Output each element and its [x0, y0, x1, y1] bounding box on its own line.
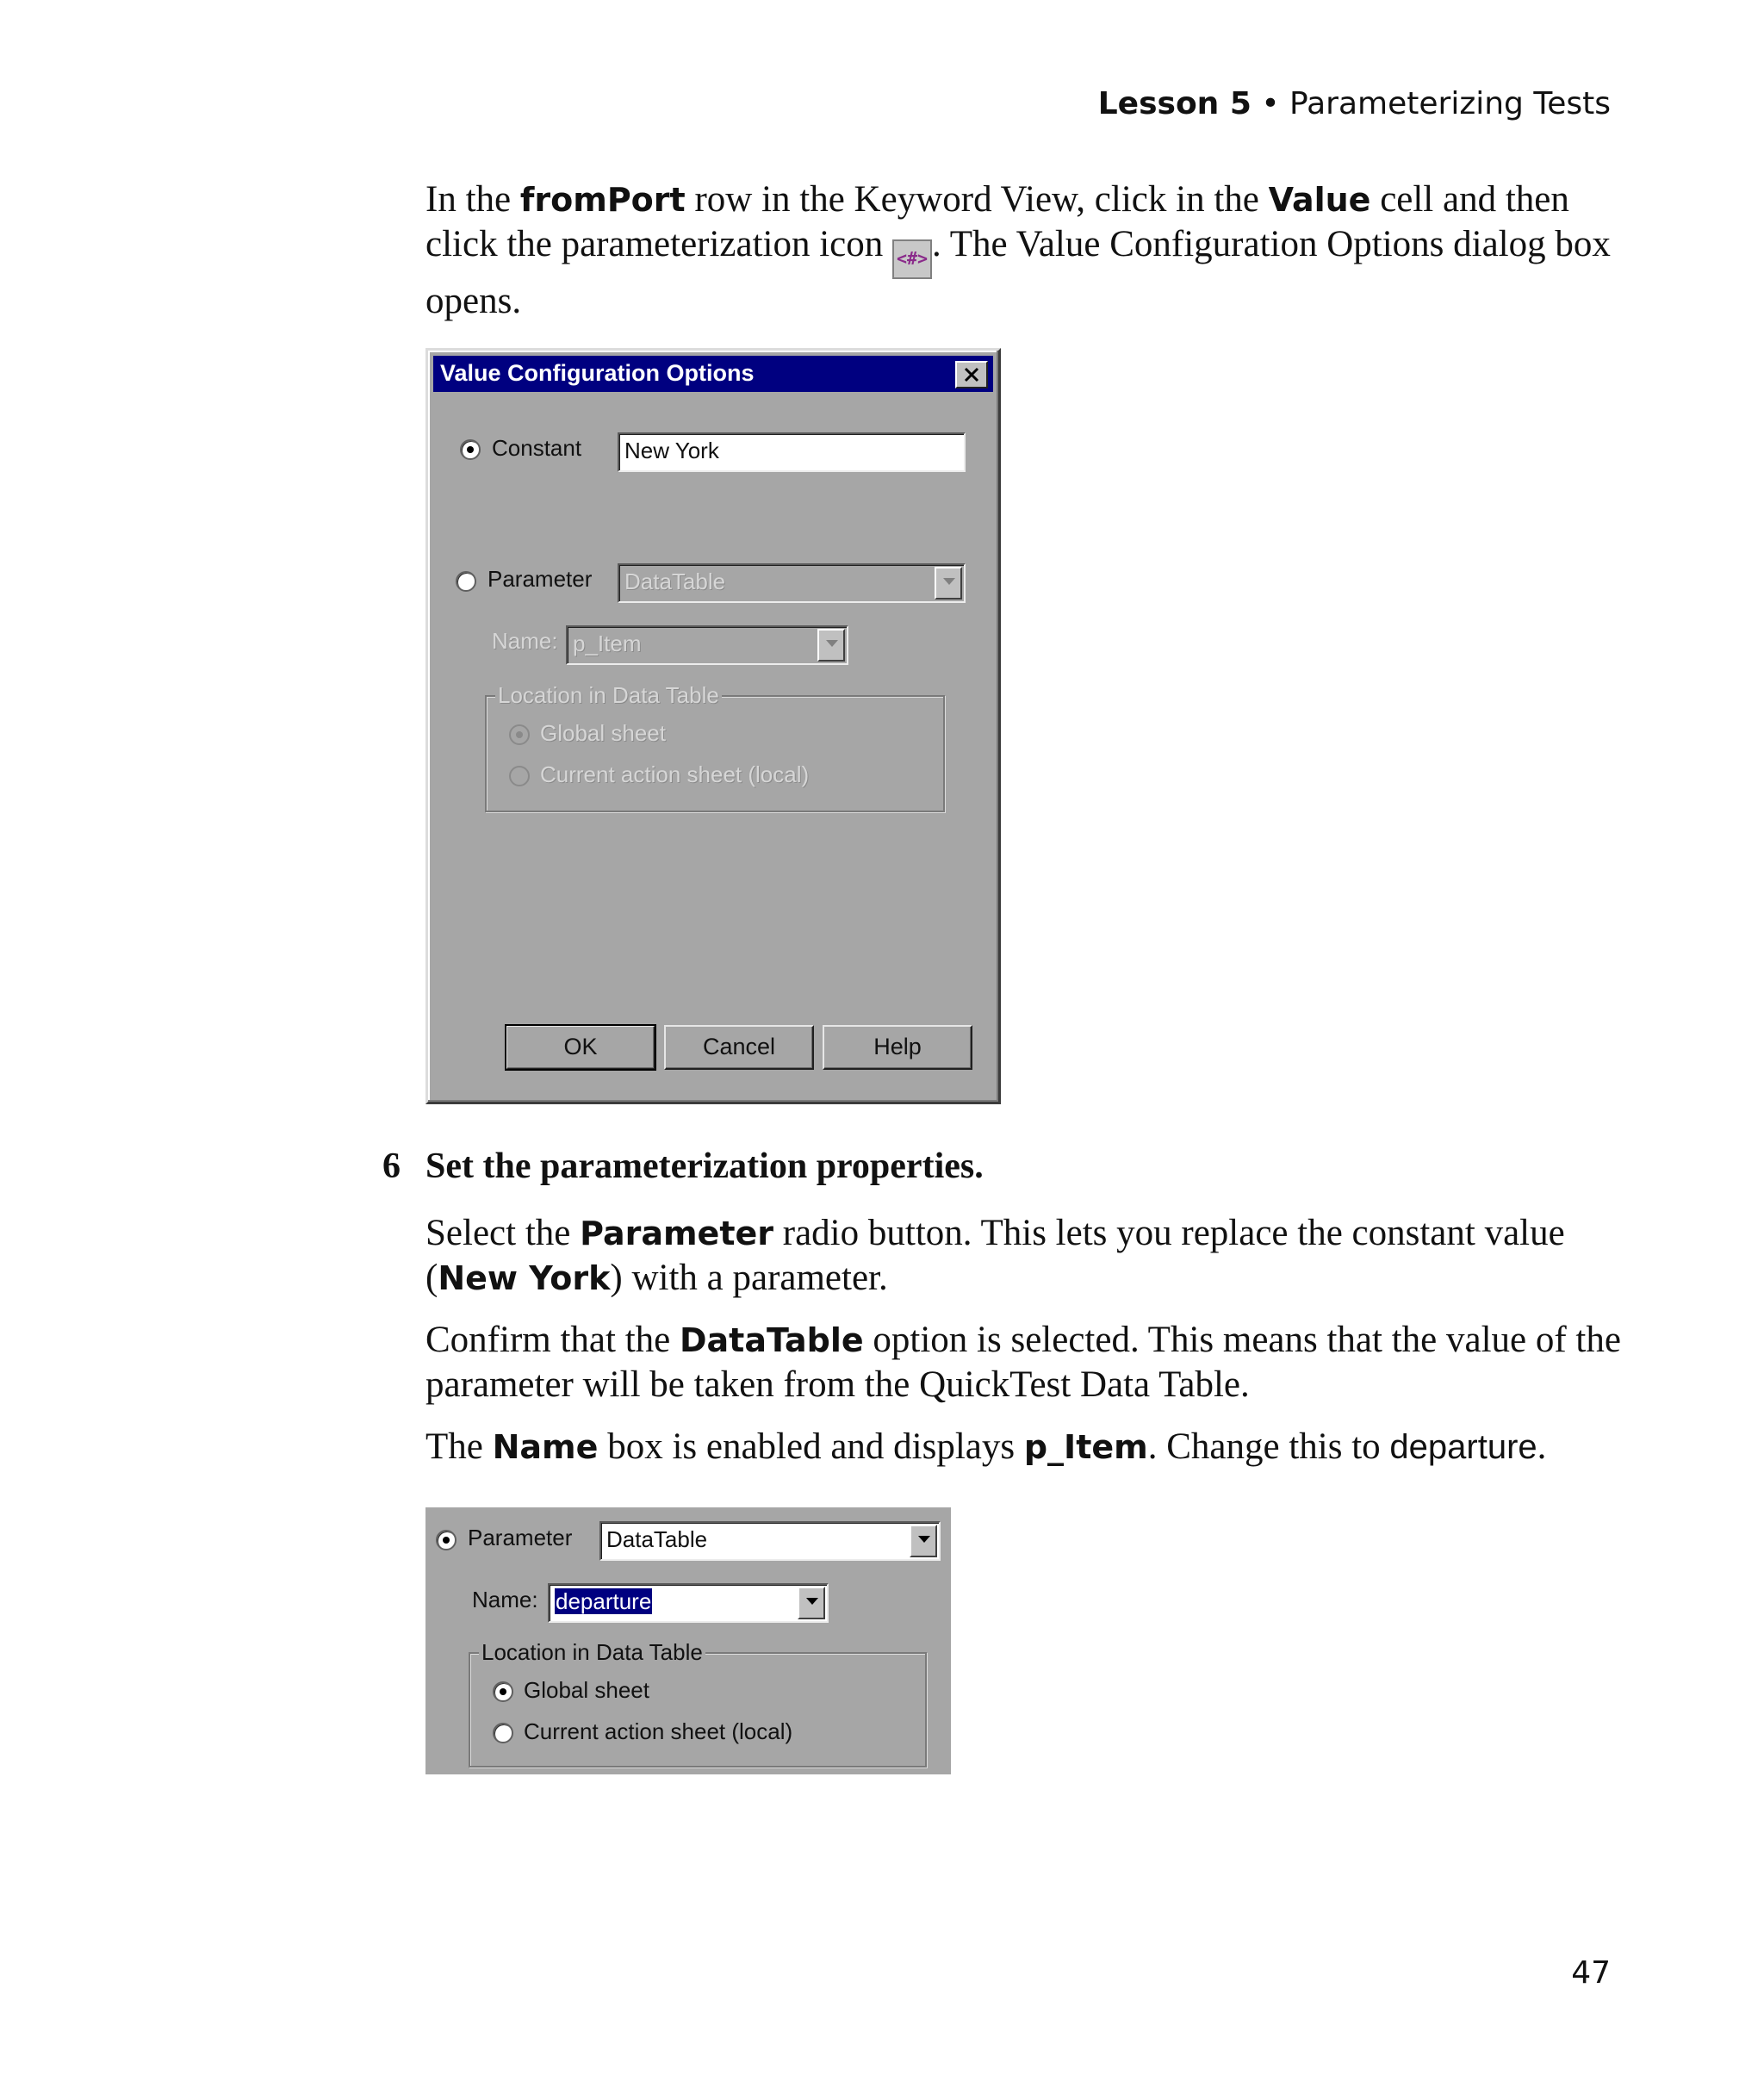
local-sheet-radio — [509, 766, 530, 786]
parameter-label: Parameter — [488, 566, 593, 592]
page-number: 47 — [1571, 1955, 1611, 1991]
constant-value-input[interactable]: New York — [618, 432, 966, 472]
name-value: p_Item — [573, 631, 642, 656]
bold-term: fromPort — [519, 181, 686, 219]
paragraph-parameter-radio — [425, 1211, 1631, 1301]
ui-term: departure — [1389, 1428, 1537, 1466]
chevron-down-icon — [817, 629, 845, 662]
chevron-down-icon — [935, 567, 962, 600]
constant-label: Constant — [492, 435, 582, 461]
local-sheet-label: Current action sheet (local) — [540, 761, 810, 787]
constant-radio[interactable] — [460, 439, 481, 460]
name-label: Name: — [492, 628, 558, 654]
dialog-title: Value Configuration Options — [440, 360, 755, 386]
location-legend: Location in Data Table — [495, 682, 722, 709]
paragraph-datatable — [425, 1318, 1631, 1407]
parameter-label: Parameter — [468, 1525, 573, 1550]
bold-term: New York — [438, 1259, 611, 1297]
dialog-titlebar — [433, 356, 993, 392]
parameter-panel — [425, 1507, 951, 1774]
text: . Change this to — [1147, 1426, 1390, 1467]
global-sheet-label: Global sheet — [524, 1677, 649, 1703]
text: box is enabled and displays — [598, 1426, 1024, 1467]
parameter-type-select — [618, 563, 966, 603]
text: option is selected. This means that the value of the parameter will be taken from the QuickTest Data Table. — [425, 1320, 1621, 1405]
location-legend: Location in Data Table — [479, 1639, 705, 1666]
parameterization-icon: <#> — [892, 239, 932, 279]
ok-button[interactable]: OK — [506, 1025, 655, 1070]
text: . The Value Configuration Options dialog box opens. — [425, 224, 1611, 321]
intro-paragraph — [425, 177, 1631, 323]
step-title: Set the parameterization properties. — [425, 1146, 984, 1186]
text: ) with a parameter. — [610, 1258, 888, 1298]
bold-term: DataTable — [679, 1321, 864, 1359]
close-icon — [964, 367, 979, 382]
bold-term: Value — [1268, 181, 1371, 219]
bold-term: p_Item — [1023, 1428, 1148, 1466]
step-heading — [382, 1146, 984, 1187]
text: radio button. This lets you replace the constant value ( — [425, 1213, 1565, 1298]
name-select — [566, 625, 848, 665]
parameter-type-select[interactable] — [599, 1521, 941, 1561]
text: Confirm that the — [425, 1320, 680, 1360]
chevron-down-icon[interactable] — [798, 1587, 825, 1619]
paragraph-name-box — [425, 1425, 1631, 1469]
parameter-type-value: DataTable — [606, 1526, 708, 1552]
parameter-radio[interactable] — [436, 1530, 457, 1550]
location-groupbox — [469, 1639, 927, 1768]
name-value[interactable]: departure — [556, 1588, 652, 1614]
lesson-label: Lesson 5 — [1097, 86, 1252, 121]
text: In the — [425, 179, 520, 220]
step-number: 6 — [382, 1146, 401, 1186]
name-select[interactable] — [548, 1583, 829, 1623]
parameter-type-value: DataTable — [624, 568, 726, 594]
running-header — [1098, 86, 1611, 121]
local-sheet-label: Current action sheet (local) — [524, 1718, 793, 1744]
close-button[interactable] — [955, 361, 988, 388]
text: row in the Keyword View, click in the — [685, 179, 1269, 220]
name-label: Name: — [472, 1587, 538, 1612]
bold-term: Parameter — [580, 1215, 774, 1252]
global-sheet-radio[interactable] — [493, 1681, 513, 1702]
text: Select the — [425, 1213, 581, 1253]
location-groupbox — [485, 682, 945, 812]
parameter-radio[interactable] — [456, 571, 476, 592]
bold-term: Name — [492, 1428, 599, 1466]
global-sheet-label: Global sheet — [540, 720, 666, 746]
text: . — [1537, 1426, 1547, 1467]
text: cell and then click the parameterization icon — [425, 179, 1569, 264]
value-configuration-dialog — [425, 348, 1001, 1104]
cancel-button[interactable]: Cancel — [664, 1025, 814, 1070]
global-sheet-radio — [509, 724, 530, 745]
text: The — [425, 1426, 493, 1467]
local-sheet-radio[interactable] — [493, 1723, 513, 1743]
header-separator: • — [1261, 86, 1280, 121]
section-title: Parameterizing Tests — [1289, 86, 1611, 121]
help-button[interactable]: Help — [823, 1025, 972, 1070]
chevron-down-icon[interactable] — [910, 1525, 937, 1557]
